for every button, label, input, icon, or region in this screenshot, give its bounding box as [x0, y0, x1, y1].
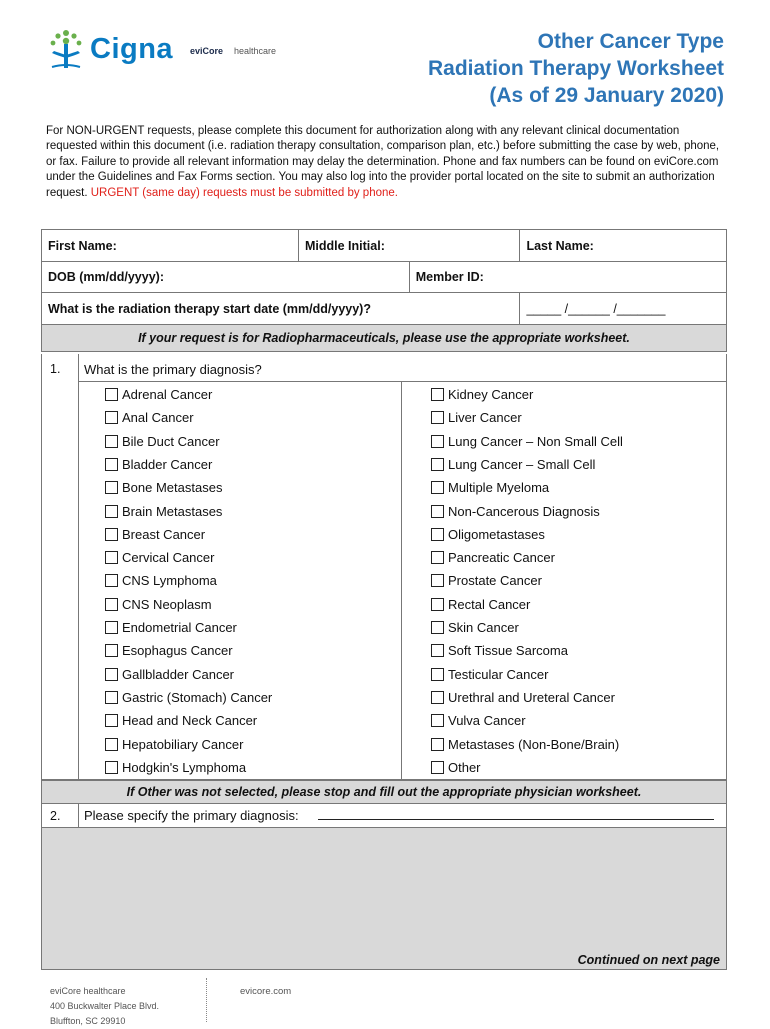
diagnosis-option[interactable]: [105, 549, 214, 567]
urgent-notice: URGENT (same day) requests must be submitted by phone.: [90, 186, 398, 199]
checkbox[interactable]: [105, 668, 118, 681]
start-date-blank: _____ /______ /_______: [526, 301, 666, 316]
footer-address: [50, 984, 159, 1029]
question-2-row: [41, 804, 727, 828]
diagnosis-option[interactable]: [431, 642, 568, 660]
checkbox[interactable]: [105, 621, 118, 634]
cigna-wordmark: Cigna: [90, 33, 174, 65]
diagnosis-option-label: Bladder Cancer: [122, 456, 213, 472]
diagnosis-option-label: Lung Cancer – Small Cell: [448, 456, 596, 472]
checkbox[interactable]: [431, 761, 444, 774]
checkbox[interactable]: [105, 598, 118, 611]
patient-info-table: [41, 229, 727, 352]
dob-field[interactable]: [42, 262, 410, 293]
question-1-number: 1.: [50, 362, 61, 376]
diagnosis-option[interactable]: [105, 409, 194, 427]
checkbox[interactable]: [431, 691, 444, 704]
last-name-label: Last Name:: [526, 238, 594, 253]
diagnosis-option[interactable]: [431, 736, 619, 754]
checkbox[interactable]: [431, 481, 444, 494]
start-date-question: [42, 293, 520, 325]
checkbox[interactable]: [431, 528, 444, 541]
checkbox[interactable]: [431, 388, 444, 401]
diagnosis-option-label: Lung Cancer – Non Small Cell: [448, 433, 623, 449]
diagnosis-option-label: Esophagus Cancer: [122, 643, 233, 659]
intro-text: For NON-URGENT requests, please complete this document for authorization along with any relevant clinical documentation requested within this document (i.e. radiation therapy consultation, comparison plan, etc.) before submitting the case by web, phone, or fax. Failure to provide all relevant information may delay the determination. Phone and fax numbers can be found on eviCore.com under the Guidelines and Fax Forms section. You may also log into the provider portal located on the site to submit an authorization request.: [46, 125, 720, 199]
diagnosis-option-label: Rectal Cancer: [448, 596, 531, 612]
member-id-field[interactable]: [409, 262, 726, 293]
diagnosis-option-label: Breast Cancer: [122, 526, 206, 542]
column-divider: [401, 381, 402, 779]
diagnosis-option-label: Cervical Cancer: [122, 550, 215, 566]
primary-diagnosis-section: [41, 354, 727, 780]
checkbox[interactable]: [431, 738, 444, 751]
diagnosis-option[interactable]: [105, 759, 246, 777]
diagnosis-option-label: Gallbladder Cancer: [122, 666, 235, 682]
diagnosis-option-label: Kidney Cancer: [448, 387, 534, 402]
footer-divider: [206, 978, 207, 1022]
diagnosis-option-label: Head and Neck Cancer: [122, 713, 258, 729]
checkbox[interactable]: [105, 458, 118, 471]
diagnosis-option[interactable]: [105, 433, 220, 451]
diagnosis-option[interactable]: [105, 479, 222, 497]
diagnosis-option[interactable]: [431, 572, 542, 590]
diagnosis-option[interactable]: [431, 619, 519, 637]
diagnosis-option-label: Other: [448, 759, 481, 775]
diagnosis-option[interactable]: [431, 596, 530, 614]
diagnosis-option-label: Skin Cancer: [448, 620, 519, 635]
footer-line-2: 400 Buckwalter Place Blvd.: [50, 1001, 160, 1011]
diagnosis-option[interactable]: [105, 689, 272, 707]
diagnosis-option[interactable]: [431, 479, 549, 497]
start-date-label: What is the radiation therapy start date (mm/dd/yyyy)?: [48, 301, 371, 316]
checkbox[interactable]: [105, 505, 118, 518]
page-title: [428, 28, 724, 109]
diagnosis-option[interactable]: [431, 712, 526, 730]
diagnosis-option-label: Hodgkin's Lymphoma: [122, 759, 247, 775]
question-1-text: What is the primary diagnosis?: [84, 362, 262, 377]
first-name-label: First Name:: [48, 238, 117, 253]
radiopharm-banner: [42, 325, 727, 352]
diagnosis-option-label: Oligometastases: [448, 526, 545, 542]
checkbox[interactable]: [105, 714, 118, 727]
checkbox[interactable]: [431, 644, 444, 657]
other-banner: [41, 780, 727, 804]
diagnosis-option[interactable]: [431, 689, 615, 707]
diagnosis-option[interactable]: [105, 666, 234, 684]
checkbox[interactable]: [431, 458, 444, 471]
diagnosis-option-label: CNS Neoplasm: [122, 596, 212, 612]
evicore-logo: [190, 42, 300, 66]
checkbox[interactable]: [431, 435, 444, 448]
checkbox[interactable]: [431, 598, 444, 611]
middle-initial-field[interactable]: [299, 230, 520, 262]
checkbox[interactable]: [431, 574, 444, 587]
footer-website: evicore.com: [240, 986, 292, 997]
diagnosis-option-label: Bile Duct Cancer: [122, 433, 220, 449]
diagnosis-option-label: Endometrial Cancer: [122, 620, 237, 635]
answer-area[interactable]: [41, 828, 727, 970]
continued-note: Continued on next page: [577, 953, 720, 967]
question-number-column: [42, 354, 79, 780]
diagnosis-option-label: Bone Metastases: [122, 480, 223, 496]
diagnosis-option-label: Prostate Cancer: [448, 573, 542, 589]
diagnosis-option-label: Hepatobiliary Cancer: [122, 736, 244, 752]
middle-initial-label: Middle Initial:: [305, 238, 385, 253]
other-banner-text: If Other was not selected, please stop and fill out the appropriate physician worksheet.: [126, 785, 642, 799]
diagnosis-option[interactable]: [105, 712, 257, 730]
checkbox[interactable]: [105, 738, 118, 751]
diagnosis-option[interactable]: [105, 596, 212, 614]
cigna-logo: [46, 27, 186, 73]
checkbox[interactable]: [431, 621, 444, 634]
last-name-field[interactable]: [520, 230, 727, 262]
diagnosis-option[interactable]: [431, 549, 555, 567]
diagnosis-option[interactable]: [105, 456, 212, 474]
evicore-suffix: healthcare: [234, 46, 277, 56]
checkbox[interactable]: [105, 644, 118, 657]
checkbox[interactable]: [431, 505, 444, 518]
checkbox[interactable]: [105, 388, 118, 401]
checkbox[interactable]: [431, 714, 444, 727]
title-line-3: (As of 29 January 2020): [489, 84, 724, 107]
diagnosis-option[interactable]: [105, 526, 205, 544]
diagnosis-option-label: Pancreatic Cancer: [448, 550, 555, 566]
diagnosis-option[interactable]: [431, 456, 595, 474]
checkbox[interactable]: [431, 668, 444, 681]
diagnosis-option[interactable]: [431, 759, 481, 777]
evicore-wordmark: eviCore: [190, 46, 224, 56]
question-2-number: 2.: [50, 809, 61, 823]
diagnosis-option[interactable]: [431, 666, 548, 684]
diagnosis-option[interactable]: [431, 503, 600, 521]
title-line-2: Radiation Therapy Worksheet: [427, 57, 724, 80]
checkbox[interactable]: [431, 411, 444, 424]
diagnosis-option-label: Soft Tissue Sarcoma: [448, 643, 568, 659]
diagnosis-option-label: Anal Cancer: [122, 410, 194, 426]
diagnosis-option-label: Metastases (Non-Bone/Brain): [448, 736, 620, 752]
intro-paragraph: [46, 124, 722, 201]
checkbox[interactable]: [105, 574, 118, 587]
divider: [78, 381, 726, 382]
checkbox[interactable]: [105, 411, 118, 424]
diagnosis-option-label: Multiple Myeloma: [448, 480, 550, 496]
footer-line-1: eviCore healthcare: [50, 986, 126, 996]
checkbox[interactable]: [105, 691, 118, 704]
diagnosis-option-label: Urethral and Ureteral Cancer: [448, 689, 615, 705]
primary-diagnosis-input-line[interactable]: [318, 819, 714, 820]
diagnosis-option[interactable]: [105, 503, 222, 521]
diagnosis-option-label: Non-Cancerous Diagnosis: [448, 503, 600, 519]
diagnosis-option[interactable]: [105, 386, 212, 404]
start-date-field[interactable]: [520, 293, 727, 325]
radiopharm-banner-text: If your request is for Radiopharmaceuticals, please use the appropriate worksheet.: [138, 331, 630, 345]
diagnosis-option[interactable]: [431, 386, 533, 404]
diagnosis-option[interactable]: [105, 736, 243, 754]
diagnosis-option[interactable]: [105, 619, 237, 637]
diagnosis-option-label: Brain Metastases: [122, 503, 223, 519]
diagnosis-option[interactable]: [431, 409, 522, 427]
diagnosis-option-label: Vulva Cancer: [448, 713, 526, 729]
checkbox[interactable]: [105, 761, 118, 774]
checkbox[interactable]: [105, 435, 118, 448]
checkbox[interactable]: [105, 481, 118, 494]
diagnosis-option[interactable]: [105, 642, 233, 660]
diagnosis-option[interactable]: [431, 526, 545, 544]
diagnosis-option-label: Testicular Cancer: [448, 666, 549, 682]
diagnosis-option-label: Gastric (Stomach) Cancer: [122, 689, 273, 705]
checkbox[interactable]: [431, 551, 444, 564]
diagnosis-option-label: Liver Cancer: [448, 410, 522, 426]
question-number-column: [42, 804, 79, 827]
dob-label: DOB (mm/dd/yyyy):: [48, 270, 164, 284]
checkbox[interactable]: [105, 528, 118, 541]
diagnosis-option[interactable]: [431, 433, 623, 451]
diagnosis-option-label: Adrenal Cancer: [122, 387, 213, 402]
checkbox[interactable]: [105, 551, 118, 564]
member-id-label: Member ID:: [415, 270, 484, 284]
diagnosis-option-label: CNS Lymphoma: [122, 573, 217, 589]
question-2-text: Please specify the primary diagnosis:: [84, 808, 299, 823]
first-name-field[interactable]: [42, 230, 299, 262]
title-line-1: Other Cancer Type: [537, 30, 724, 53]
footer-line-3: Bluffton, SC 29910: [50, 1016, 126, 1026]
diagnosis-option[interactable]: [105, 572, 217, 590]
